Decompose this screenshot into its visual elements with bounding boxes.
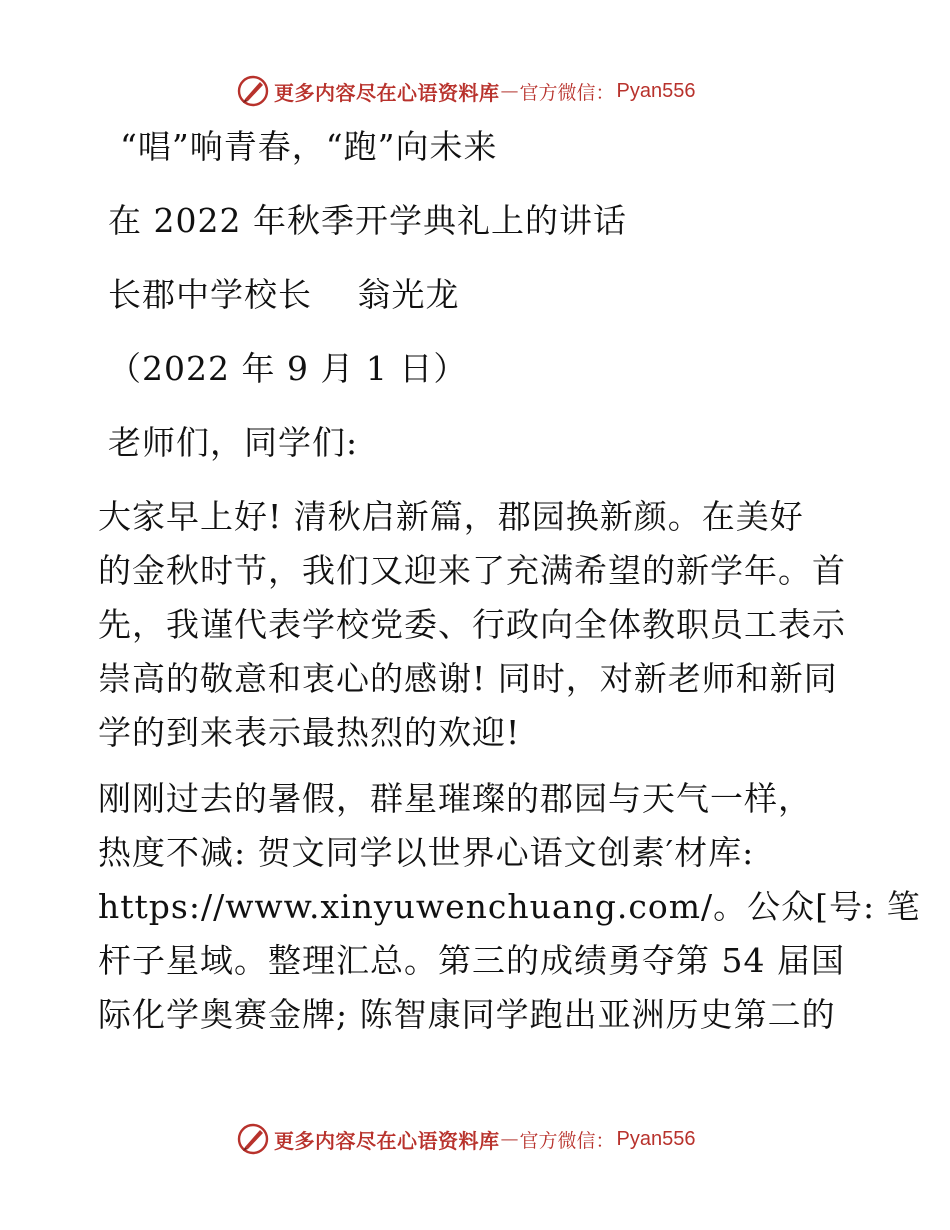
paragraph-line: 大家早上好! 清秋启新篇，郡园换新颜。在美好 [98,497,804,536]
watermark-footer [236,1122,695,1156]
paragraph-line: https://www.xinyuwenchuang.com/。公众[号: 笔 [98,887,921,926]
watermark-id: Pyan556 [616,79,696,102]
paragraph-line: 杆子星域。整理汇总。第三的成绩勇夺第 54 届国 [98,941,845,980]
quill-logo-icon [236,74,270,108]
watermark-header [236,74,695,108]
watermark-text: 更多内容尽在心语资料库 [274,80,500,105]
document-title: “唱”响青春，“跑”向未来 [120,127,498,166]
paragraph-line: 学的到来表示最热烈的欢迎! [98,713,521,752]
paragraph-line: 先，我谨代表学校党委、行政向全体教职员工表示 [98,605,846,644]
watermark-dash: — [500,80,519,102]
paragraph-line: 崇高的敬意和衷心的感谢! 同时，对新老师和新同 [98,659,838,698]
document-subtitle: 在 2022 年秋季开学典礼上的讲话 [108,201,627,240]
watermark-dash: — [500,1128,519,1150]
watermark-official: 官方微信： [519,1129,615,1152]
paragraph-line: 刚刚过去的暑假，群星璀璨的郡园与天气一样， [98,779,812,818]
document-body [98,120,921,1042]
paragraph-line: 热度不减: 贺文同学以世界心语文创素′材库: [98,833,755,872]
salutation: 老师们，同学们: [108,423,359,462]
paragraph-gap [98,760,858,772]
paragraph-line: 际化学奥赛金牌; 陈智康同学跑出亚洲历史第二的 [98,995,836,1034]
document-author: 长郡中学校长 翁光龙 [108,275,460,314]
paragraph-2 [98,772,921,1042]
paragraph-1 [98,490,858,760]
watermark-text: 更多内容尽在心语资料库 [274,1128,500,1153]
paragraph-line: 的金秋时节，我们又迎来了充满希望的新学年。首 [98,551,846,590]
watermark-official: 官方微信： [519,81,615,104]
quill-logo-icon [236,1122,270,1156]
document-date: （2022 年 9 月 1 日） [108,349,468,388]
watermark-id: Pyan556 [616,1127,696,1150]
